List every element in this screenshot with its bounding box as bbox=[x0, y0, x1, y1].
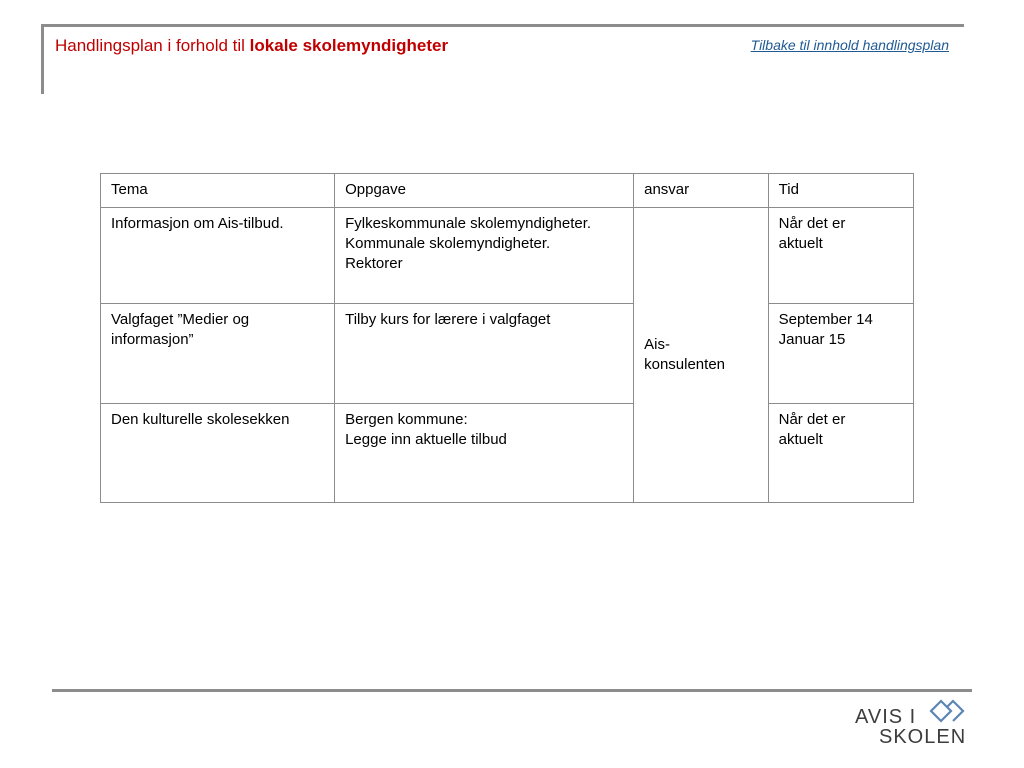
avis-i-skolen-logo bbox=[855, 697, 970, 749]
table-row bbox=[101, 208, 914, 304]
page-title-emphasis: lokale skolemyndigheter bbox=[249, 36, 449, 55]
cell-ansvar-shared: Ais- konsulenten bbox=[634, 208, 769, 503]
page-title bbox=[55, 36, 448, 56]
page-title-prefix: Handlingsplan i forhold til bbox=[55, 36, 250, 55]
left-accent-bar bbox=[41, 24, 44, 94]
header-tid: Tid bbox=[768, 174, 913, 208]
table-row bbox=[101, 404, 914, 503]
table-header-row bbox=[101, 174, 914, 208]
table-row bbox=[101, 304, 914, 404]
top-divider bbox=[42, 24, 964, 27]
header-ansvar: ansvar bbox=[634, 174, 769, 208]
bottom-divider bbox=[52, 689, 972, 692]
cell-tema: Valgfaget ”Medier og informasjon” bbox=[101, 304, 335, 404]
header-tema: Tema bbox=[101, 174, 335, 208]
action-plan-table bbox=[100, 173, 914, 503]
cell-tema: Informasjon om Ais-tilbud. bbox=[101, 208, 335, 304]
cell-oppgave: Bergen kommune: Legge inn aktuelle tilbud bbox=[335, 404, 634, 503]
cell-tid: Når det er aktuelt bbox=[768, 208, 913, 304]
diamond-logo-icon bbox=[927, 697, 967, 725]
cell-oppgave: Fylkeskommunale skolemyndigheter. Kommunale skolemyndigheter. Rektorer bbox=[335, 208, 634, 304]
cell-tema: Den kulturelle skolesekken bbox=[101, 404, 335, 503]
header-oppgave: Oppgave bbox=[335, 174, 634, 208]
cell-oppgave: Tilby kurs for lærere i valgfaget bbox=[335, 304, 634, 404]
logo-text-line2: SKOLEN bbox=[879, 726, 967, 748]
cell-tid: September 14 Januar 15 bbox=[768, 304, 913, 404]
cell-tid: Når det er aktuelt bbox=[768, 404, 913, 503]
back-to-contents-link[interactable]: Tilbake til innhold handlingsplan bbox=[750, 37, 949, 53]
logo-text-line1: AVIS I bbox=[855, 706, 917, 728]
